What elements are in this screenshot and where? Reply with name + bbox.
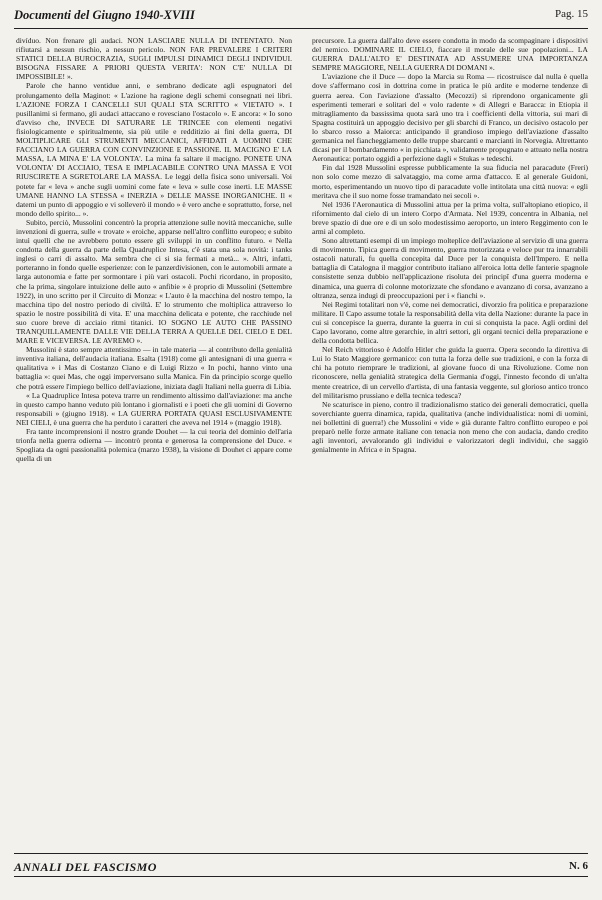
paragraph: Nei Regimi totalitari non v'è, come nei democratici, divorzio fra politica e preparazione militare. Il Capo assume totale la responsabilità della vita della Nazione: durante la pace in cui si concepisce la guerra, durante la guerra in cui si conquista la pace. Agli ordini del Capo lavorano, come altre gerarchie, in altri settori, gli organi tecnici della preparazione e della condotta bellica.	[312, 299, 588, 346]
footer-title: ANNALI DEL FASCISMO	[14, 860, 157, 874]
header-rule	[14, 28, 588, 29]
paragraph: Nel Reich vittorioso è Adolfo Hitler che guida la guerra. Opera secondo la direttiva di Lui lo Stato Maggiore germanico: con tutta la forza delle sue tradizioni, e con la forza di chi ha potuto riemprare le tradizioni, al giovane fuoco di una Rivoluzione. Come non riconoscere, nella genialità strategica della Germania d'oggi, l'innesto fecondo di un'alta mente creatrice, di un cervello d'artista, di una fantasia veggente, sul glorioso antico tronco del militarismo prussiano e della tecnica tedesca?	[312, 345, 588, 400]
paragraph: Fra tante incomprensioni il nostro grande Douhet — la cui teoria del dominio dell'aria trionfa nella guerra odierna — incontrò pronta e generosa la comprensione del Duce. « Spogliata da ogni passionalità polemica (marzo 1938), la visione di Douhet ci appare come quella di un	[16, 427, 292, 464]
paragraph: Sono altrettanti esempi di un impiego molteplice dell'aviazione al servizio di una guerra di movimento. Tipica guerra di movimento, guerra motorizzata e veloce pur tra innarrabili ostacoli naturali, fu quella concepita dal Duce per la conquista dell'Impero. E nella battaglia di Catalogna il maggior contributo italiano all'eroica lotta delle fanterie spagnole consistette senza dubbio nell'applicazione risoluta dei principî d'una guerra moderna e dinamica, una guerra di colonne motorizzate che sfondano e avanzano di corsa, avanzano a oltranza, senza indugi di preoccupazioni per i « fianchi ».	[312, 236, 588, 300]
header-title: Documenti del Giugno 1940-XVIII	[14, 8, 195, 22]
paragraph: Parole che hanno ventidue anni, e sembrano dedicate agli espugnatori del prolungamento della Maginot: « L'azione ha ragione degli schemi consegnati nei libri. L'AZIONE FORZA I CANCELLI SUI QUALI STA SCRITTO « VIETATO ». I pusillanimi si fermano, gli audaci attaccano e rovesciano l'ostacolo ». E ancora: « Io sono d'avviso che, INVECE DI SATURARE LE TRINCEE con elementi negativi fisiologicamente e spiritualmente, sia più utile e redditizio ai fini della guerra, DI MOLTIPLICARE GLI STRUMENTI MECCANICI, AFFIDATI A UOMINI CHE FACCIANO LA GUERRA CON CONVINZIONE E PASSIONE. IL MACIGNO E' LA MASSA, LA MINA E' LA VOLONTA'. La mina fa saltare il macigno. PONETE UNA VOLONTA' DI ACCIAIO, TESA E IMPLACABILE CONTRO UNA MASSA E VOI RIUSCIRETE A SGRETOLARE LA MASSA. Le leggi della fisica sono universali. Voi potete far « leva » anche sugli uomini come fate « leva » sulle cose inerti. LE MASSE UMANE HANNO LA STESSA « INERZIA » DELLE MASSE INORGANICHE. Il « datemi un punto di appoggio e vi solleverò il mondo » è vero anche e soprattutto, forse, nel mondo dello spirito... ».	[16, 81, 292, 218]
page-number: Pag. 15	[555, 8, 588, 20]
paragraph: L'aviazione che il Duce — dopo la Marcia su Roma — ricostruisce dal nulla è quella dove s'affermano così in dottrina come in pratica le più ardite e moderne tendenze di guerra aerea. Con l'aviazione d'assalto (Mecozzi) si riprendono organicamente gli esperimenti temerari e solitari del « volo radente » di Allegri e Baracca: in Etiopia il mitragliamento da bassissima quota sarà uno tra i coefficienti della vittoria, sui mari di Spagna costituirà un appoggio decisivo per gli sbarchi di Franco, un decisivo ostacolo per lo sbarco rosso a Maiorca: anticipando il grandioso impiego dell'aviazione d'assalto germanica nel fiancheggiamento delle truppe sbarcanti e marcianti in Norvegia. Altrettanto dicasi per il bombardamento « in picchiata », validamente propugnato e attuato nella nostra Aeronautica: portato oggidì a perfezione dagli « Stukas » tedeschi.	[312, 72, 588, 164]
paragraph: divíduo. Non frenare gli audaci. NON LASCIARE NULLA DI INTENTATO. Non rifiutarsi a nessun rischio, a nessun pericolo. NON FAR PREVALERE I CRITERI STATICI DELLA BUROCRAZIA, SUGLI IMPULSI DINAMICI DEGLI INDIVIDUI. BISOGNA FISSARE A PRIORI QUESTA VERITA': NON C'E' NULLA DI IMPOSSIBILE! ».	[16, 36, 292, 82]
right-column	[312, 36, 588, 454]
page-footer	[14, 860, 588, 880]
paragraph: Fin dal 1928 Mussolini espresse pubblicamente la sua fiducia nel paracadute (Freri) non solo come mezzo di salvataggio, ma come arma d'attacco. E al generale Guidoni, morto, esperimentando un nuovo tipo di paracadute volle intitolata una città nuova: « egli meritava che il suo nome fosse tramandato nei secoli ».	[312, 163, 588, 200]
footer-rule-top	[14, 853, 588, 854]
paragraph: Mussolini è stato sempre attentissimo — in tale materia — al contributo della genialità inventiva italiana, dell'audacia italiana. Esalta (1918) come gli antesignani di una guerra « qualitativa » i Mas di Costanzo Ciano e di Luigi Rizzo « In pochi, hanno vinto una battaglia »: quei Mas, che oggi imperversano sulla Manica. Fin da principio scorge quello che potrà essere l'impiego bellico dell'aviazione, iniziata dagli Italiani nella guerra di Libia.	[16, 345, 292, 391]
paragraph: precursore. La guerra dall'alto deve essere condotta in modo da scompaginare i dispositivi del nemico. DOMINARE IL CIELO, fiaccare il morale delle sue popolazioni... LA GUERRA DALL'ALTO E' DESTINATA AD ASSUMERE UNA IMPORTANZA SEMPRE MAGGIORE, NELLA GUERRA DI DOMANI ».	[312, 36, 588, 73]
page-header	[14, 8, 588, 28]
footer-rule-bottom	[14, 876, 588, 877]
paragraph: Subito, perciò, Mussolini concentrò la propria attenzione sulle novità meccaniche, sulle invenzioni di guerra, sulle « trovate » eroiche, apparse nell'altro conflitto europeo; e subito intuì quelli che ne avrebbero potuto essere gli sviluppi in un conflitto futuro. « Nella condotta della guerra da parte della Quadruplice Intesa, c'è stata una sola novità: i tanks inglesi o carri di assalto. Ma sembra che ci si sia fermati a metà... ». Altri, infatti, porteranno in fondo quelle esperienze: con le panzerdivisionen, con le automobili armate a larga autonomia e fatte per sormontare i più vari ostacoli. Pochi ricordano, in proposito, che la prima, singolare intuizione delle auto « anfibie » è proprio di Mussolini (Settembre 1922), in uno scritto per il Circuito di Monza: « L'auto è la macchina del nostro tempo, la macchina tipo del nostro periodo di civiltà. E' lo strumento che moltiplica attraverso lo spazio le nostre possibilità di vita. E' una macchina delicata e potente, che racchiude nel suo cuore breve di acciaio ritmi titanici. IO SOGNO LE AUTO CHE PASSINO TRANQUILLAMENTE DALLE VIE DELLA TERRA A QUELLE DEL CIELO E DEL MARE E VICEVERSA. LE AVREMO ».	[16, 217, 292, 346]
paragraph: « La Quadruplice Intesa poteva trarre un rendimento altissimo dall'aviazione: ma anche in questo campo hanno veduto più lontano i giornalisti e i poeti che gli uomini di Governo responsabili » (giugno 1918). « LA GUERRA PORTATA QUASI ESCLUSIVAMENTE NEI CIELI, è una guerra che ha perduto i caratteri che aveva nel 1914 » (maggio 1918).	[16, 390, 292, 427]
issue-number: N. 6	[569, 860, 588, 872]
paragraph: Nel 1936 l'Aeronautica di Mussolini attua per la prima volta, sull'altopiano etiopico, il rifornimento dal cielo di un intero Corpo d'Armata. Nel 1939, concentra in Albania, nel breve spazio di due ore e di un solo modestissimo aeroporto, un intero Reggimento con le armi al completo.	[312, 199, 588, 236]
paragraph: Ne scaturisce in pieno, contro il tradizionalismo statico dei generali democratici, quella soverchiante guerra dinamica, rapida, qualitativa (anche individualistica: nomi di uomini, nei bollettini di guerra!) che Mussolini « vide » già durante l'altro conflitto europeo e poi preparò nelle forze armate italiane con tenacia non meno che con audacia, dando credito agli inventori, avvalorando gli individui e valorizzatori degli individui, che saggiò genialmente in Africa e in Spagna.	[312, 399, 588, 455]
left-column	[16, 36, 292, 463]
